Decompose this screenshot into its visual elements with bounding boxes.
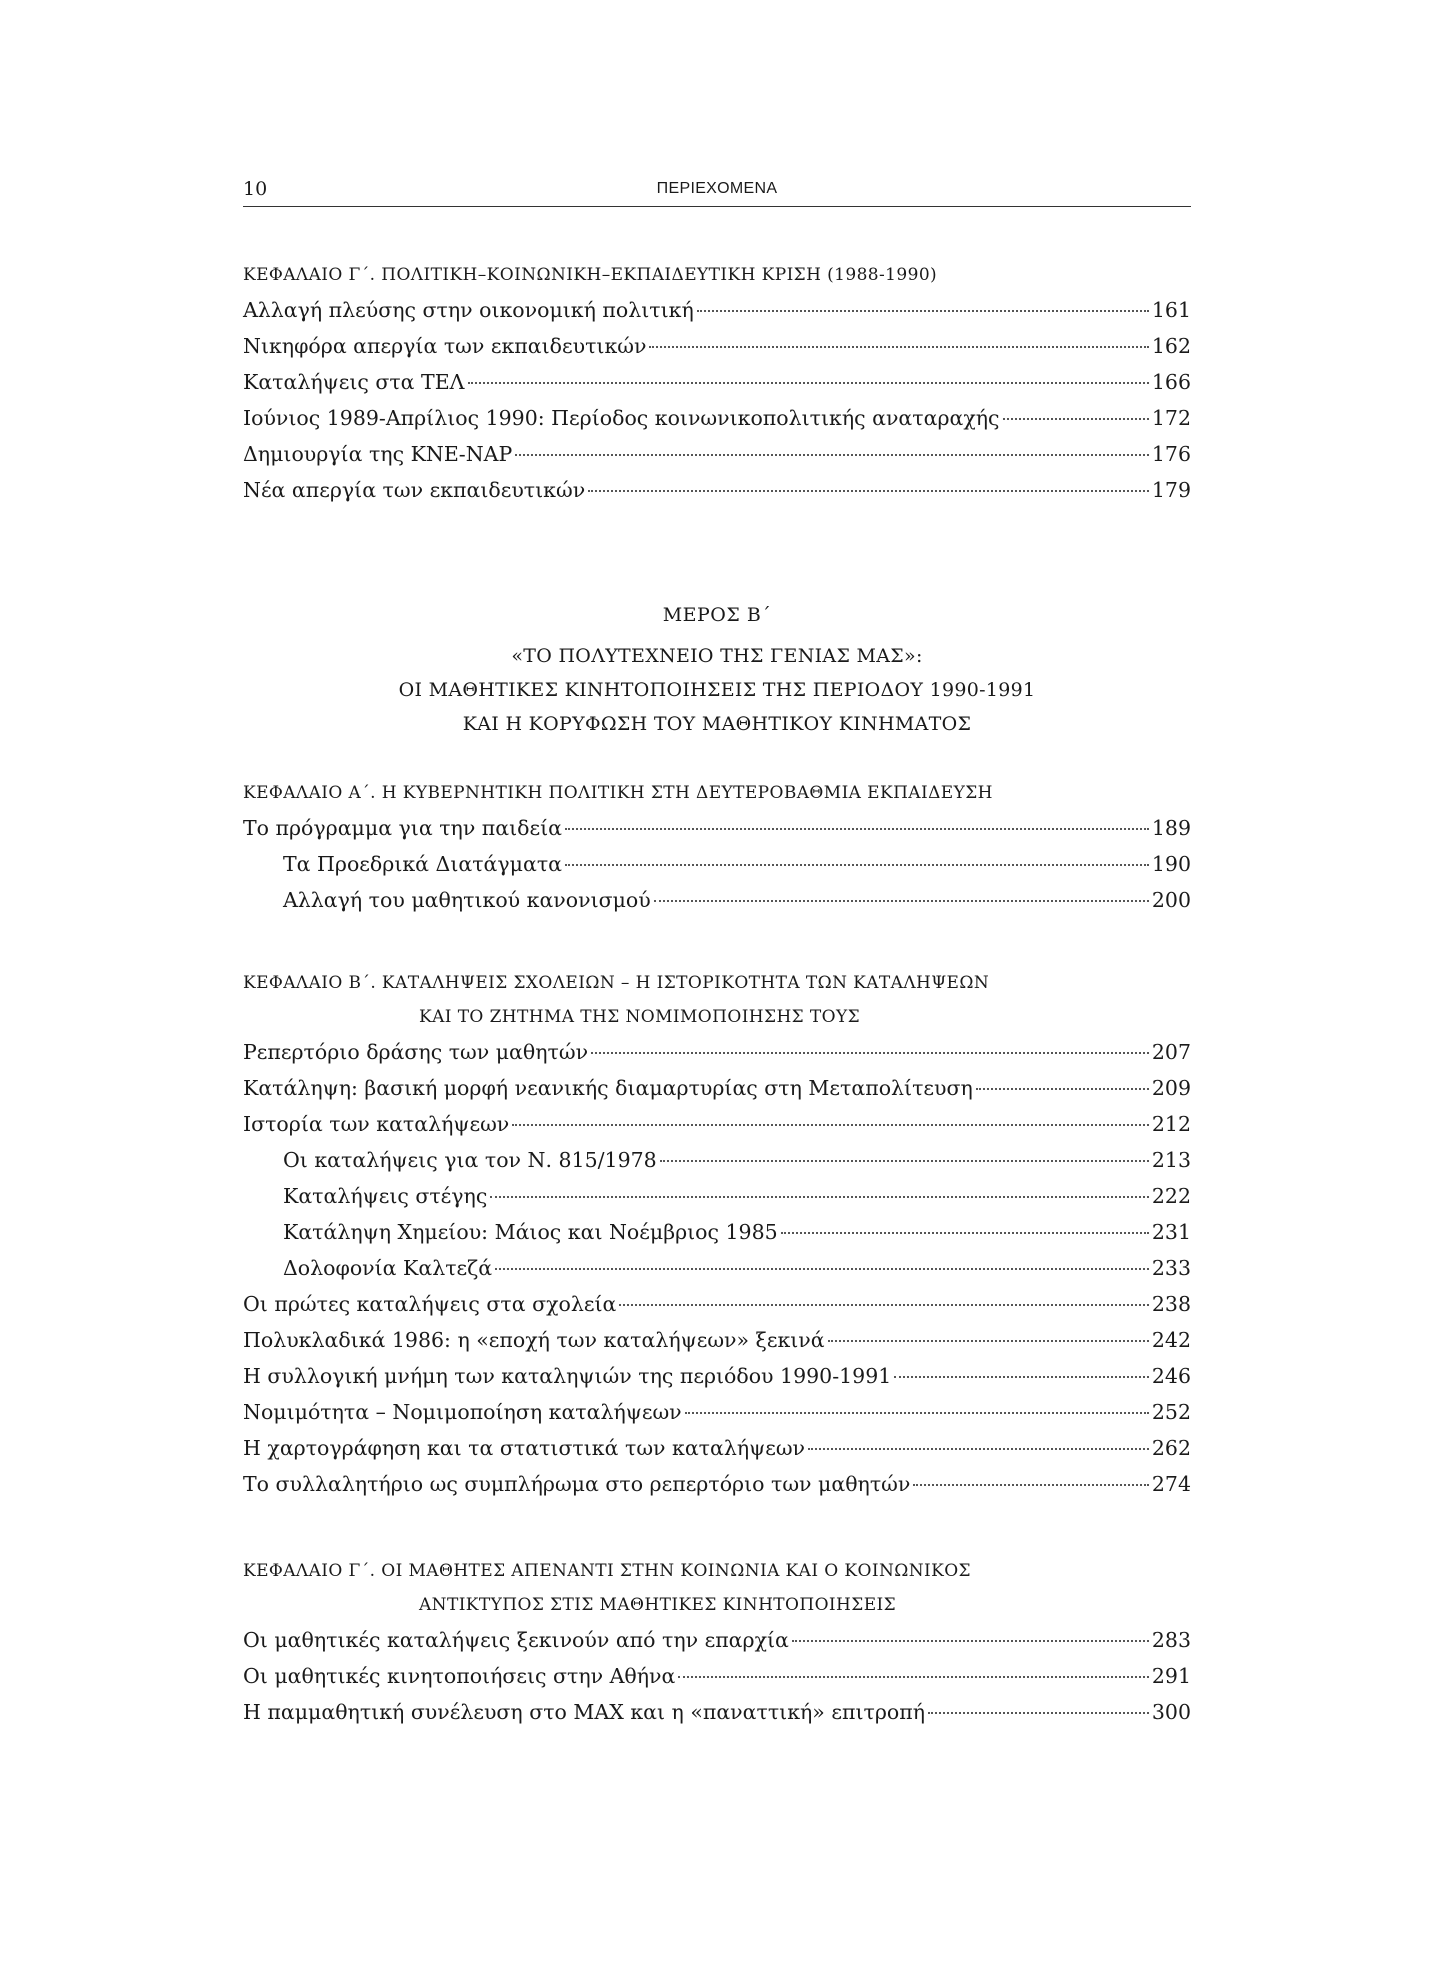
toc-page: [243, 0, 1191, 1985]
toc-list: [243, 1628, 1191, 1736]
toc-entry-page: 222: [1151, 1184, 1191, 1208]
toc-entry-title: Η παμμαθητική συνέλευση στο ΜΑΧ και η «παναττική» επιτροπή: [243, 1700, 925, 1724]
toc-entry: [243, 370, 1191, 406]
toc-entry-title: Νέα απεργία των εκπαιδευτικών: [243, 478, 586, 502]
toc-entry-page: 262: [1151, 1436, 1191, 1460]
chapter-heading: ΚΕΦΑΛΑΙΟ Α΄. Η ΚΥΒΕΡΝΗΤΙΚΗ ΠΟΛΙΤΙΚΗ ΣΤΗ ΔΕΥΤΕΡΟΒΑΘΜΙΑ ΕΚΠΑΙΔΕΥΣΗ: [243, 783, 993, 803]
toc-entry: [243, 442, 1191, 478]
toc-entry: [243, 1664, 1191, 1700]
toc-entry: [243, 334, 1191, 370]
dot-leader: [781, 1232, 1149, 1234]
toc-entry-page: 252: [1151, 1400, 1191, 1424]
toc-entry-page: 161: [1151, 298, 1191, 322]
toc-entry-title: Δημιουργία της ΚΝΕ-ΝΑΡ: [243, 442, 513, 466]
toc-entry-title: Το πρόγραμμα για την παιδεία: [243, 816, 563, 840]
toc-entry: [243, 1628, 1191, 1664]
part-label: ΜΕΡΟΣ Β΄: [662, 604, 772, 626]
chapter-heading: [243, 1554, 1191, 1622]
toc-entry-page: 190: [1151, 852, 1191, 876]
toc-entry: [243, 1148, 1191, 1184]
toc-entry: [243, 1076, 1191, 1112]
toc-entry: [243, 478, 1191, 514]
dot-leader: [828, 1340, 1149, 1342]
toc-entry-page: 212: [1151, 1112, 1191, 1136]
toc-entry-title: Νικηφόρα απεργία των εκπαιδευτικών: [243, 334, 647, 358]
toc-entry: [243, 1292, 1191, 1328]
dot-leader: [565, 828, 1149, 830]
part-title-line: ΟΙ ΜΑΘΗΤΙΚΕΣ ΚΙΝΗΤΟΠΟΙΗΣΕΙΣ ΤΗΣ ΠΕΡΙΟΔΟΥ 1990-1991: [398, 679, 1036, 701]
toc-entry-page: 209: [1151, 1076, 1191, 1100]
dot-leader: [588, 490, 1149, 492]
chapter-heading: ΚΕΦΑΛΑΙΟ Γ΄. ΠΟΛΙΤΙΚΗ–ΚΟΙΝΩΝΙΚΗ–ΕΚΠΑΙΔΕΥΤΙΚΗ ΚΡΙΣΗ (1988-1990): [243, 265, 938, 285]
toc-entry: [243, 1256, 1191, 1292]
toc-entry-page: 172: [1151, 406, 1191, 430]
toc-entry-page: 274: [1151, 1472, 1191, 1496]
toc-entry-page: 179: [1151, 478, 1191, 502]
toc-entry: [243, 852, 1191, 888]
chapter-heading-line: ΚΕΦΑΛΑΙΟ Β΄. ΚΑΤΑΛΗΨΕΙΣ ΣΧΟΛΕΙΩΝ – Η ΙΣΤΟΡΙΚΟΤΗΤΑ ΤΩΝ ΚΑΤΑΛΗΨΕΩΝ: [243, 973, 990, 993]
part-title-line: ΚΑΙ Η ΚΟΡΥΦΩΣΗ ΤΟΥ ΜΑΘΗΤΙΚΟΥ ΚΙΝΗΜΑΤΟΣ: [462, 713, 972, 735]
toc-entry-page: 242: [1151, 1328, 1191, 1352]
page-number: 10: [243, 178, 268, 200]
toc-entry-title: Οι μαθητικές καταλήψεις ξεκινούν από την επαρχία: [243, 1628, 789, 1652]
dot-leader: [654, 900, 1149, 902]
chapter-g2-section: [243, 1554, 1191, 1736]
toc-entry-title: Πολυκλαδικά 1986: η «εποχή των καταλήψεων» ξεκινά: [243, 1328, 825, 1352]
toc-entry: [243, 1400, 1191, 1436]
chapter-heading: [243, 966, 1191, 1034]
toc-list: [243, 298, 1191, 514]
toc-entry-page: 238: [1151, 1292, 1191, 1316]
dot-leader: [928, 1712, 1149, 1714]
toc-entry-title: Το συλλαλητήριο ως συμπλήρωμα στο ρεπερτόριο των μαθητών: [243, 1472, 911, 1496]
toc-entry-page: 189: [1151, 816, 1191, 840]
dot-leader: [894, 1376, 1149, 1378]
toc-entry-title: Ιούνιος 1989-Απρίλιος 1990: Περίοδος κοινωνικοπολιτικής αναταραχής: [243, 406, 1000, 430]
part-b-heading: [243, 597, 1191, 741]
toc-list: [243, 816, 1191, 924]
toc-entry-page: 231: [1151, 1220, 1191, 1244]
dot-leader: [792, 1640, 1149, 1642]
chapter-a-section: [243, 776, 1191, 924]
toc-entry-page: 176: [1151, 442, 1191, 466]
toc-entry: [243, 1184, 1191, 1220]
toc-entry-page: 291: [1151, 1664, 1191, 1688]
toc-entry: [243, 1040, 1191, 1076]
toc-entry-title: Κατάληψη Χημείου: Μάιος και Νοέμβριος 1985: [283, 1220, 778, 1244]
part-title: [243, 639, 1191, 741]
toc-entry-page: 213: [1151, 1148, 1191, 1172]
toc-entry-page: 300: [1151, 1700, 1191, 1724]
toc-entry: [243, 298, 1191, 334]
dot-leader: [678, 1676, 1149, 1678]
toc-entry: [243, 1328, 1191, 1364]
toc-entry: [243, 1700, 1191, 1736]
toc-entry-page: 200: [1151, 888, 1191, 912]
dot-leader: [913, 1484, 1149, 1486]
toc-entry: [243, 406, 1191, 442]
dot-leader: [660, 1160, 1149, 1162]
chapter-g1-section: [243, 258, 1191, 514]
dot-leader: [468, 382, 1149, 384]
toc-entry-title: Νομιμότητα – Νομιμοποίηση καταλήψεων: [243, 1400, 682, 1424]
toc-entry-page: 166: [1151, 370, 1191, 394]
toc-entry-title: Τα Προεδρικά Διατάγματα: [283, 852, 563, 876]
toc-entry-title: Η χαρτογράφηση και τα στατιστικά των καταλήψεων: [243, 1436, 806, 1460]
chapter-heading-line: ΑΝΤΙΚΤΥΠΟΣ ΣΤΙΣ ΜΑΘΗΤΙΚΕΣ ΚΙΝΗΤΟΠΟΙΗΣΕΙΣ: [419, 1595, 897, 1615]
toc-entry-title: Αλλαγή του μαθητικού κανονισμού: [283, 888, 651, 912]
toc-entry-title: Καταλήψεις στα ΤΕΛ: [243, 370, 465, 394]
dot-leader: [515, 454, 1149, 456]
toc-entry-page: 162: [1151, 334, 1191, 358]
toc-entry-title: Ρεπερτόριο δράσης των μαθητών: [243, 1040, 589, 1064]
chapter-b-section: [243, 966, 1191, 1508]
dot-leader: [1003, 418, 1149, 420]
dot-leader: [976, 1088, 1149, 1090]
dot-leader: [697, 310, 1149, 312]
dot-leader: [490, 1196, 1149, 1198]
toc-entry-page: 207: [1151, 1040, 1191, 1064]
dot-leader: [591, 1052, 1149, 1054]
chapter-heading-line: ΚΕΦΑΛΑΙΟ Γ΄. ΟΙ ΜΑΘΗΤΕΣ ΑΠΕΝΑΝΤΙ ΣΤΗΝ ΚΟΙΝΩΝΙΑ ΚΑΙ Ο ΚΟΙΝΩΝΙΚΟΣ: [243, 1561, 971, 1581]
part-title-line: «ΤΟ ΠΟΛΥΤΕΧΝΕΙΟ ΤΗΣ ΓΕΝΙΑΣ ΜΑΣ»:: [511, 645, 923, 667]
chapter-heading-line: ΚΑΙ ΤΟ ΖΗΤΗΜΑ ΤΗΣ ΝΟΜΙΜΟΠΟΙΗΣΗΣ ΤΟΥΣ: [419, 1007, 861, 1027]
toc-entry-title: Οι καταλήψεις για τον Ν. 815/1978: [283, 1148, 657, 1172]
toc-entry: [243, 1220, 1191, 1256]
toc-entry-title: Κατάληψη: βασική μορφή νεανικής διαμαρτυρίας στη Μεταπολίτευση: [243, 1076, 973, 1100]
toc-entry-title: Δολοφονία Καλτεζά: [283, 1256, 493, 1280]
toc-entry-title: Οι μαθητικές κινητοποιήσεις στην Αθήνα: [243, 1664, 676, 1688]
toc-entry: [243, 888, 1191, 924]
toc-entry-page: 233: [1151, 1256, 1191, 1280]
toc-list: [243, 1040, 1191, 1508]
toc-entry-page: 283: [1151, 1628, 1191, 1652]
toc-entry-page: 246: [1151, 1364, 1191, 1388]
toc-entry-title: Οι πρώτες καταλήψεις στα σχολεία: [243, 1292, 617, 1316]
toc-entry-title: Καταλήψεις στέγης: [283, 1184, 488, 1208]
dot-leader: [685, 1412, 1149, 1414]
dot-leader: [619, 1304, 1149, 1306]
toc-entry: [243, 816, 1191, 852]
toc-entry: [243, 1112, 1191, 1148]
dot-leader: [495, 1268, 1149, 1270]
toc-entry-title: Ιστορία των καταλήψεων: [243, 1112, 510, 1136]
dot-leader: [808, 1448, 1149, 1450]
toc-entry-title: Η συλλογική μνήμη των καταληψιών της περιόδου 1990-1991: [243, 1364, 892, 1388]
toc-entry-title: Αλλαγή πλεύσης στην οικονομική πολιτική: [243, 298, 694, 322]
toc-entry: [243, 1472, 1191, 1508]
running-title: ΠΕΡΙΕΧΟΜΕΝΑ: [656, 180, 778, 197]
dot-leader: [512, 1124, 1149, 1126]
toc-entry: [243, 1364, 1191, 1400]
toc-entry: [243, 1436, 1191, 1472]
dot-leader: [565, 864, 1149, 866]
page-header: [243, 178, 1191, 207]
dot-leader: [649, 346, 1148, 348]
